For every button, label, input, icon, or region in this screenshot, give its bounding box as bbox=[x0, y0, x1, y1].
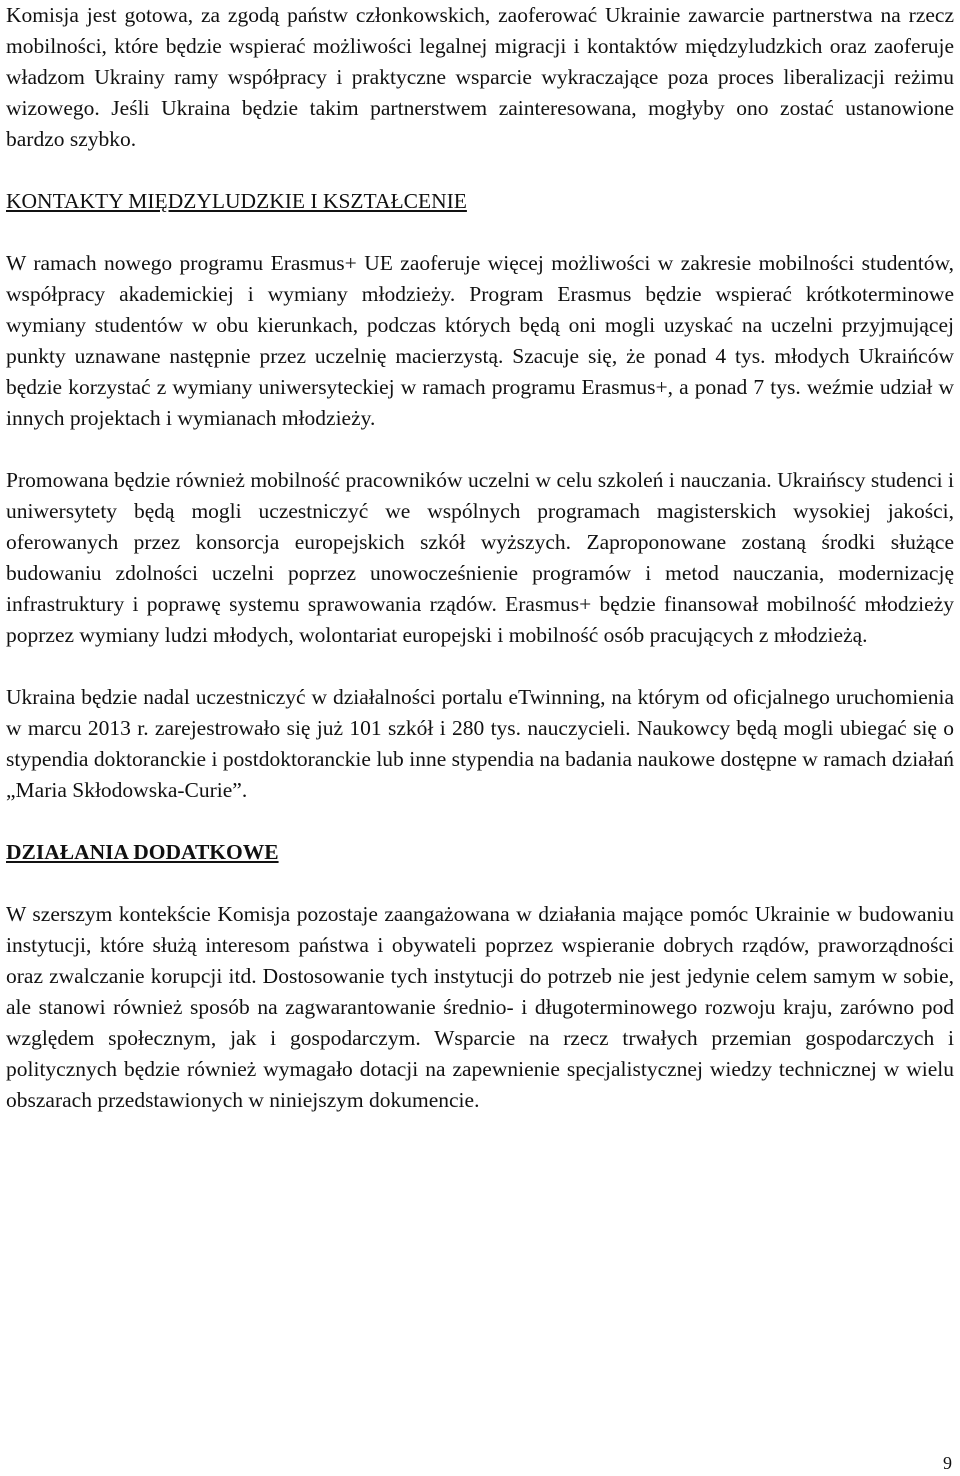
page-number: 9 bbox=[943, 1453, 952, 1473]
paragraph-staff-mobility: Promowana będzie również mobilność pracowników uczelni w celu szkoleń i nauczania. Ukraińscy studenci i uniwersytety będą mogli uczestniczyć we wspólnych programach magisterskich wysokiej jakości, oferowanych przez konsorcja europejskich szkół wyższych. Zaproponowane zostaną środki służące budowaniu zdolności uczelni poprzez unowocześnienie programów i metod nauczania, modernizację infrastruktury i poprawę systemu sprawowania rządów. Erasmus+ będzie finansował mobilność młodzieży poprzez wymiany ludzi młodych, wolontariat europejski i mobilność osób pracujących z młodzieżą. bbox=[6, 468, 954, 647]
paragraph-erasmus: W ramach nowego programu Erasmus+ UE zaoferuje więcej możliwości w zakresie mobilności studentów, współpracy akademickiej i wymiany młodzieży. Program Erasmus będzie wspierać krótkoterminowe wymiany studentów w obu kierunkach, podczas których będą oni mogli uzyskać na uczelni przyjmującej punkty uznawane następnie przez uczelnię macierzystą. Szacuje się, że ponad 4 tys. młodych Ukraińców będzie korzystać z wymiany uniwersyteckiej w ramach programu Erasmus+, a ponad 7 tys. weźmie udział w innych projektach i wymianach młodzieży. bbox=[6, 251, 954, 430]
spacer bbox=[6, 651, 954, 682]
paragraph-mobility-partnership: Komisja jest gotowa, za zgodą państw członkowskich, zaoferować Ukrainie zawarcie partnerstwa na rzecz mobilności, które będzie wspierać możliwości legalnej migracji i kontaktów międzyludzkich oraz zaoferuje władzom Ukrainy ramy współpracy i praktyczne wsparcie wykraczające poza proces liberalizacji reżimu wizowego. Jeśli Ukraina będzie takim partnerstwem zainteresowana, mogłyby ono zostać ustanowione bardzo szybko. bbox=[6, 3, 954, 151]
spacer bbox=[6, 806, 954, 837]
paragraph-etwinning: Ukraina będzie nadal uczestniczyć w działalności portalu eTwinning, na którym od oficjalnego uruchomienia w marcu 2013 r. zarejestrowało się już 101 szkół i 280 tys. nauczycieli. Naukowcy będą mogli ubiegać się o stypendia doktoranckie i postdoktoranckie lub inne stypendia na badania naukowe dostępne w ramach działań „Maria Skłodowska-Curie”. bbox=[6, 685, 954, 802]
section-heading-additional: DZIAŁANIA DODATKOWE bbox=[6, 840, 279, 864]
spacer bbox=[6, 434, 954, 465]
section-heading-contacts: KONTAKTY MIĘDZYLUDZKIE I KSZTAŁCENIE bbox=[6, 189, 467, 213]
spacer bbox=[6, 155, 954, 186]
document-page bbox=[6, 0, 954, 1116]
paragraph-additional-actions: W szerszym kontekście Komisja pozostaje zaangażowana w działania mające pomóc Ukrainie w budowaniu instytucji, które służą interesom państwa i obywateli poprzez wspieranie dobrych rządów, praworządności oraz zwalczanie korupcji itd. Dostosowanie tych instytucji do potrzeb nie jest jedynie celem samym w sobie, ale stanowi również sposób na zagwarantowanie średnio- i długoterminowego rozwoju kraju, zarówno pod względem społecznym, jak i gospodarczym. Wsparcie na rzecz trwałych przemian gospodarczych i politycznych będzie również wymagało dotacji na zapewnienie specjalistycznej wiedzy technicznej w wielu obszarach przedstawionych w niniejszym dokumencie. bbox=[6, 902, 954, 1112]
spacer bbox=[6, 217, 954, 248]
spacer bbox=[6, 868, 954, 899]
